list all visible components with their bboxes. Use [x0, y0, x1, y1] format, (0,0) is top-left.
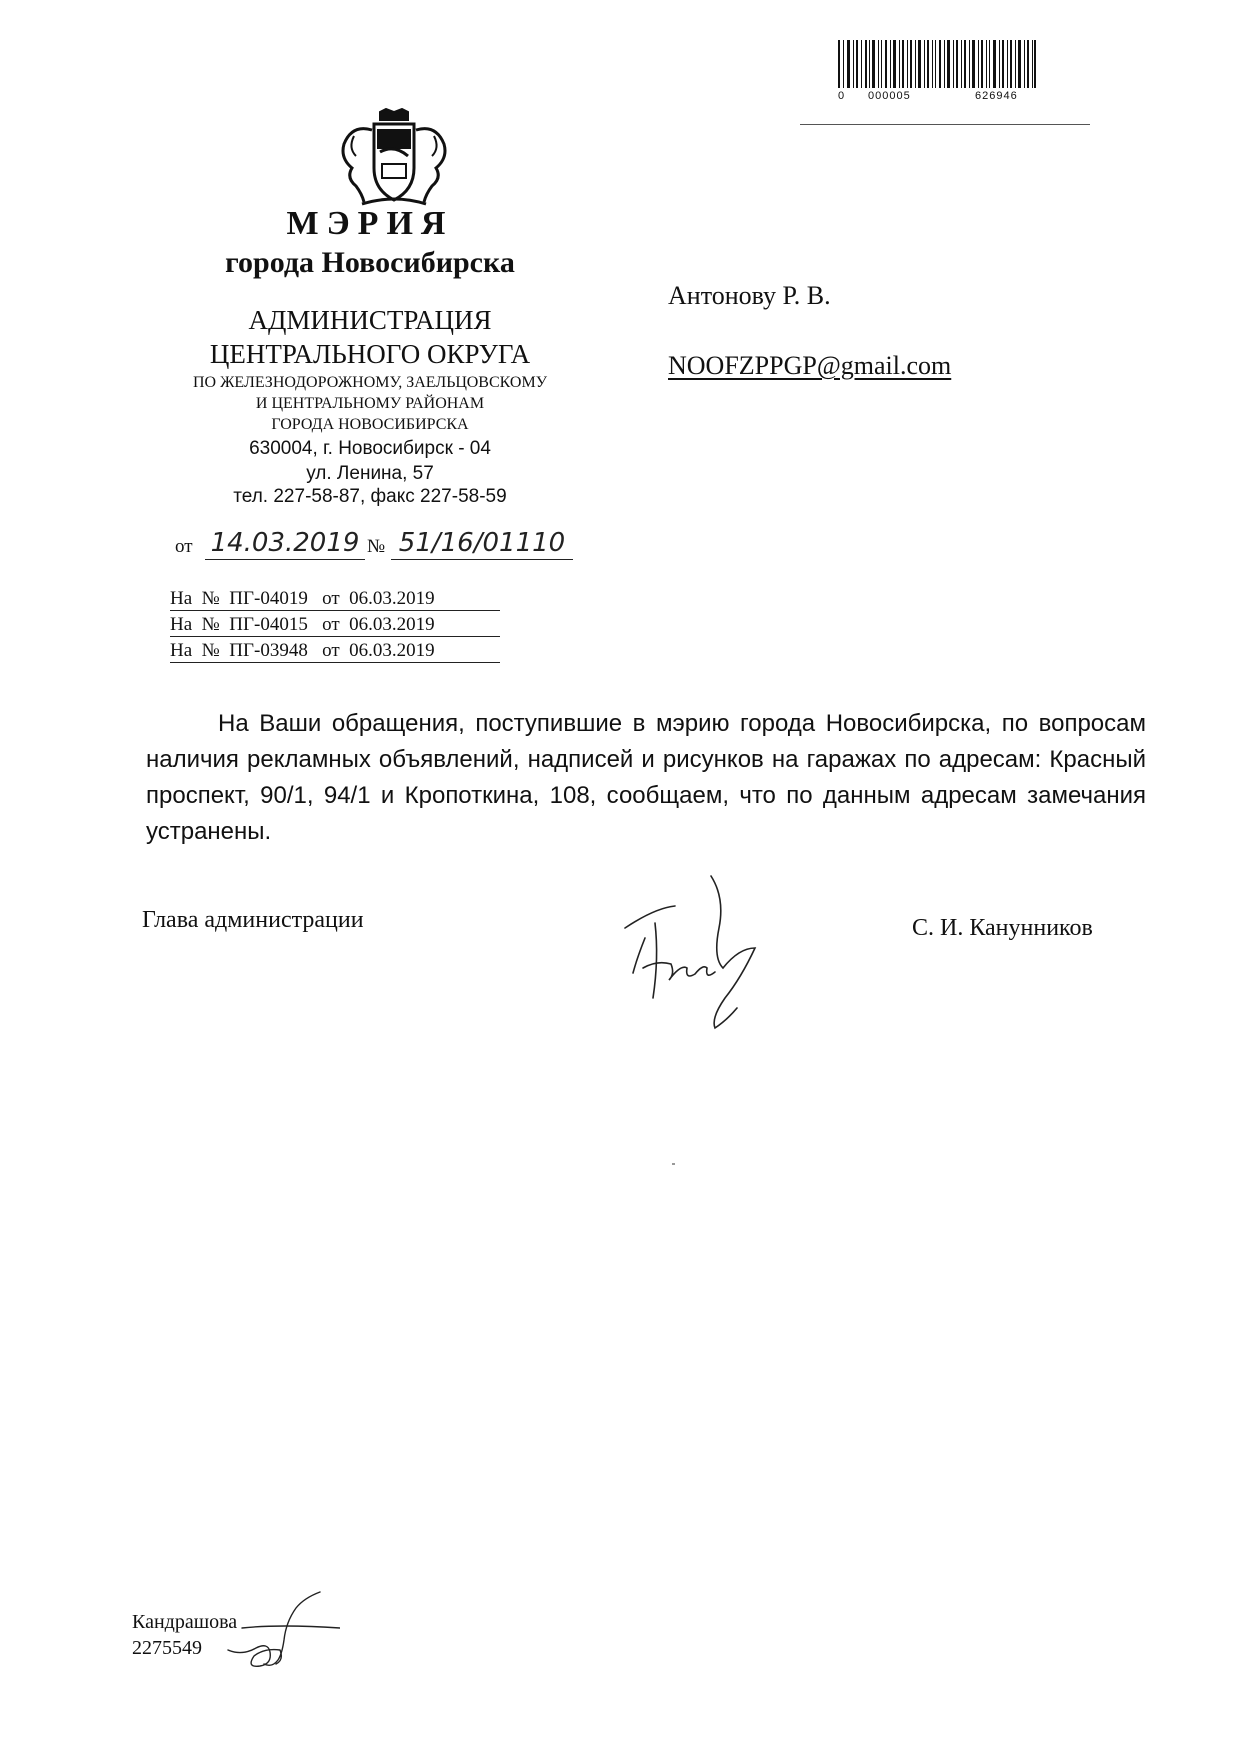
recipient-email-link[interactable]: NOOFZPPGP@gmail.com — [668, 351, 952, 380]
letter-body: На Ваши обращения, поступившие в мэрию города Новосибирска, по вопросам наличия рекламных объявлений, надписей и рисунков на гаражах по адресам: Красный проспект, 90/1, 94/1 и Кропоткина, 108, сообщаем, что по данным адресам замечания устранены. — [146, 710, 1146, 845]
outgoing-date: 14.03.2019 — [205, 528, 365, 560]
outgoing-number: 51/16/01110 — [391, 528, 573, 560]
reference-number: На № ПГ-03948 — [170, 640, 308, 661]
administration-title-line-2: ЦЕНТРАЛЬНОГО ОКРУГА — [209, 339, 531, 369]
city-name: города Новосибирска — [225, 246, 515, 279]
barcode-digits-middle: 000005 — [868, 90, 911, 102]
barcode-digit-left: 0 — [838, 90, 845, 102]
executor-name: Кандрашова — [132, 1611, 238, 1633]
reference-date: от 06.03.2019 — [322, 640, 435, 661]
address-postal: 630004, г. Новосибирск - 04 — [249, 438, 491, 459]
administration-title-line-1: АДМИНИСТРАЦИЯ — [248, 305, 492, 335]
signer-name: С. И. Канунников — [912, 915, 1093, 941]
reference-row — [170, 588, 500, 611]
recipient-name: Антонову Р. В. — [668, 281, 831, 310]
registration-line — [800, 124, 1090, 125]
reference-row — [170, 640, 500, 663]
outgoing-registration — [175, 530, 575, 560]
address-phone-fax: тел. 227-58-87, факс 227-58-59 — [233, 486, 507, 507]
barcode-digits-right: 626946 — [975, 90, 1018, 102]
executor-signature-icon — [220, 1588, 340, 1670]
address-street: ул. Ленина, 57 — [306, 463, 434, 484]
administration-subtitle-line-1: ПО ЖЕЛЕЗНОДОРОЖНОМУ, ЗАЕЛЬЦОВСКОМУ — [192, 374, 548, 391]
novosibirsk-coat-of-arms-icon — [334, 108, 454, 208]
mayoralty-title: МЭРИЯ — [286, 205, 454, 242]
administration-subtitle-line-2: И ЦЕНТРАЛЬНОМУ РАЙОНАМ — [255, 395, 485, 412]
reference-date: от 06.03.2019 — [322, 588, 435, 609]
outgoing-date-label: от — [175, 536, 193, 557]
outgoing-number-label: № — [367, 536, 386, 557]
reference-number: На № ПГ-04019 — [170, 588, 308, 609]
administration-subtitle-line-3: ГОРОДА НОВОСИБИРСКА — [271, 416, 469, 433]
signer-title: Глава администрации — [142, 907, 364, 933]
reference-number: На № ПГ-04015 — [170, 614, 308, 635]
reference-row — [170, 614, 500, 637]
reference-date: от 06.03.2019 — [322, 614, 435, 635]
scan-artifact — [672, 1163, 675, 1165]
handwritten-signature-icon — [615, 868, 785, 1033]
executor-phone: 2275549 — [132, 1637, 202, 1659]
